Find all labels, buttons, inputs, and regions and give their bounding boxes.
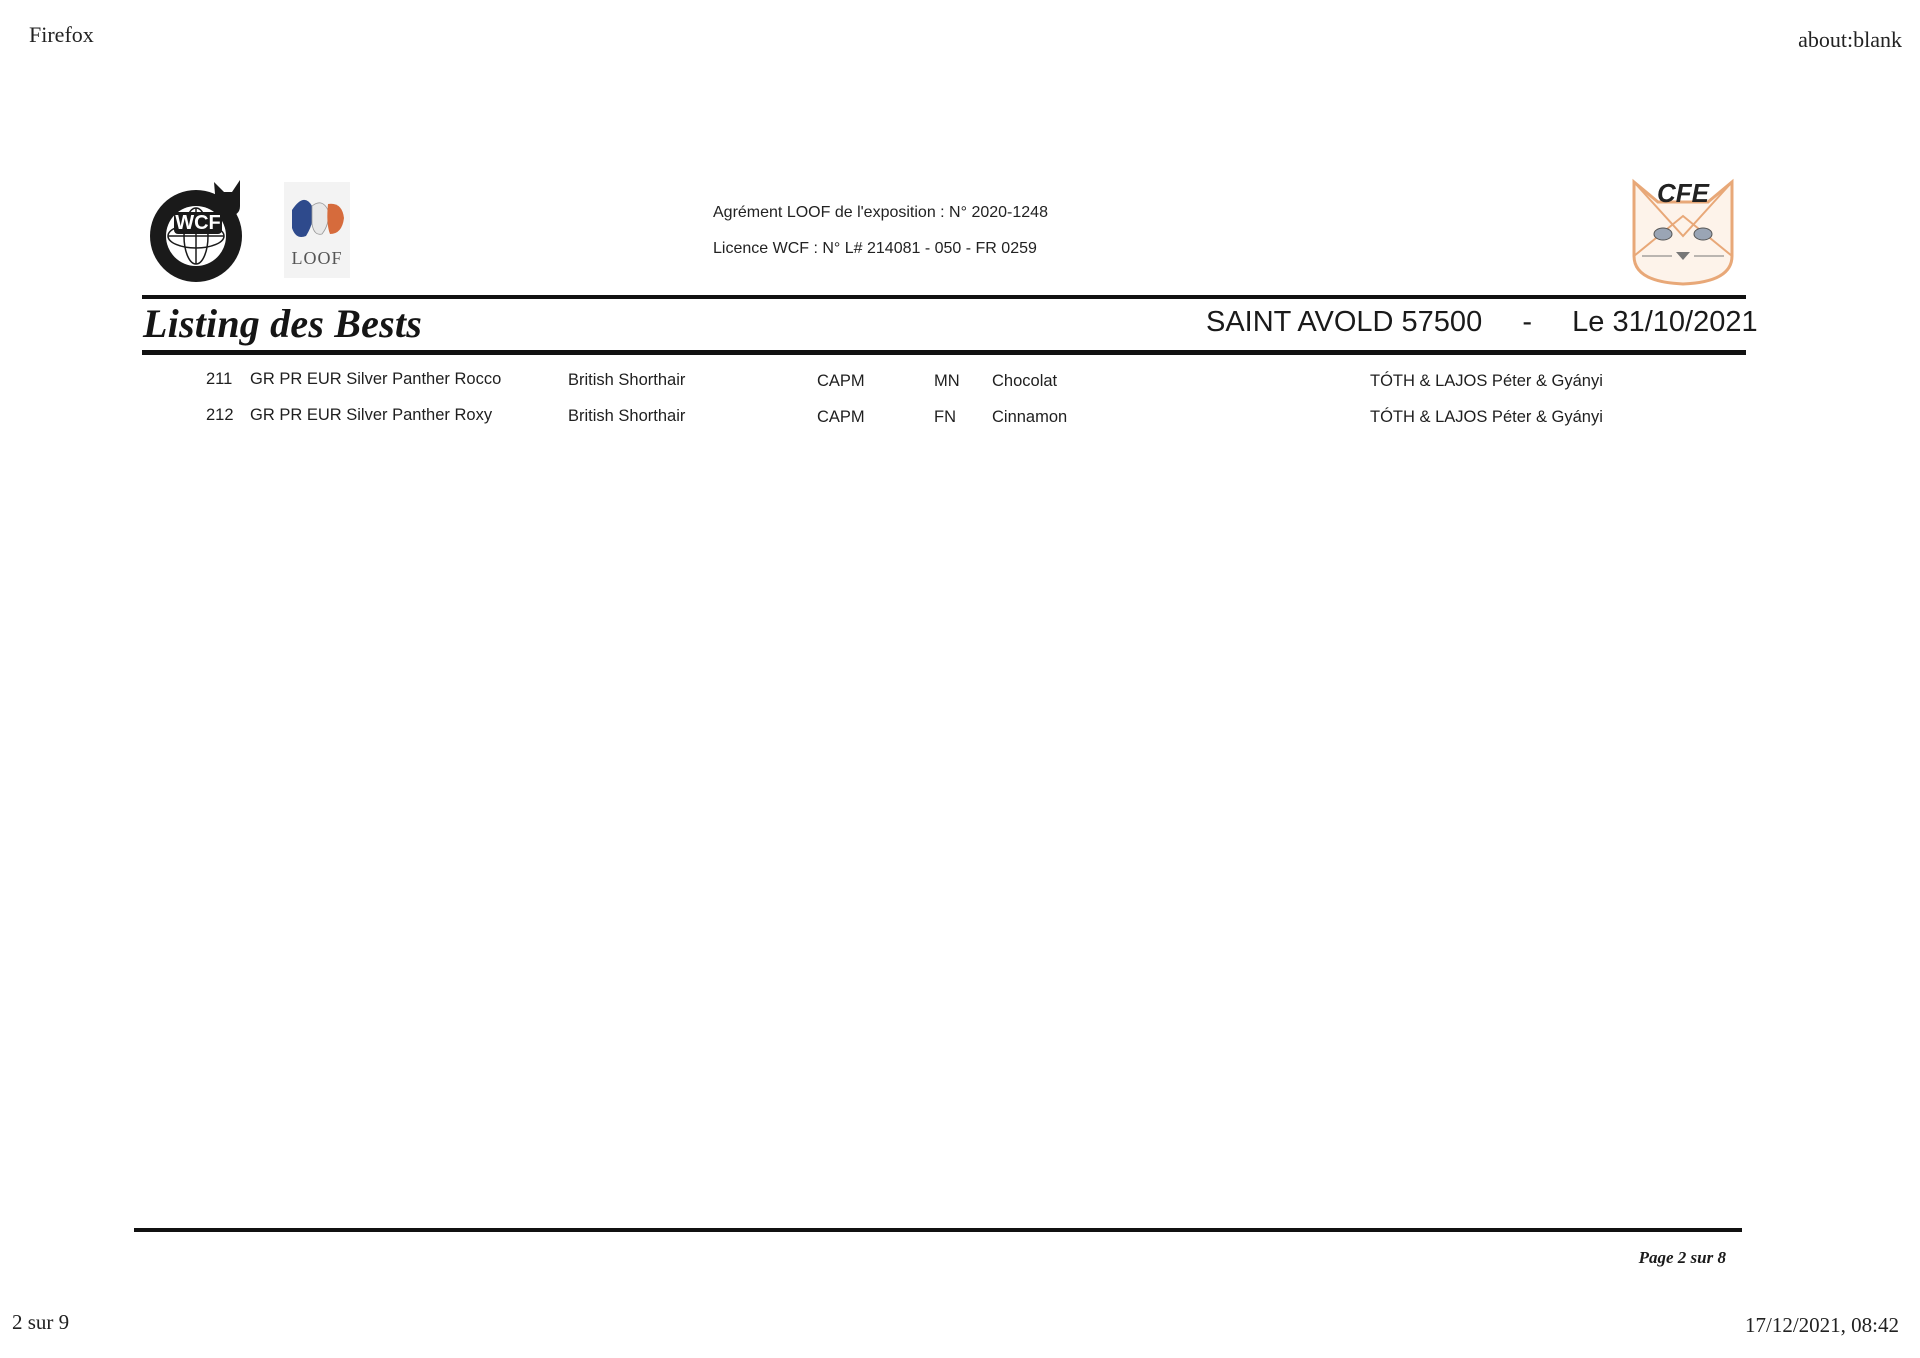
- browser-app-name: Firefox: [29, 22, 94, 47]
- wcf-logo: [144, 176, 254, 286]
- title-bottom-rule: [142, 350, 1746, 355]
- event-separator: -: [1522, 306, 1532, 338]
- print-timestamp: 17/12/2021, 08:42: [1744, 1313, 1899, 1337]
- entry-sex: MN: [934, 372, 960, 390]
- entry-class: CAPM: [817, 408, 865, 426]
- entry-owner: TÓTH & LAJOS Péter & Gyányi: [1370, 372, 1603, 390]
- page-title: Listing des Bests: [143, 301, 422, 346]
- entry-color: Cinnamon: [992, 408, 1068, 426]
- browser-url: about:blank: [1798, 27, 1902, 52]
- entry-color: Chocolat: [992, 372, 1058, 390]
- footer-rule: [134, 1228, 1742, 1232]
- loof-logo-mark: LOOF: [291, 248, 343, 268]
- page-number-label: Page 2 sur 8: [1638, 1248, 1726, 1267]
- approval-line: Agrément LOOF de l'exposition : N° 2020-1248: [713, 204, 1048, 221]
- entry-breed: British Shorthair: [568, 407, 686, 425]
- license-line: Licence WCF : N° L# 214081 - 050 - FR 0259: [713, 240, 1037, 257]
- entry-breed: British Shorthair: [568, 371, 686, 389]
- title-top-rule: [142, 295, 1746, 299]
- entry-class: CAPM: [817, 372, 865, 390]
- entry-owner: TÓTH & LAJOS Péter & Gyányi: [1370, 408, 1603, 426]
- event-date: Le 31/10/2021: [1572, 306, 1758, 338]
- wcf-logo-mark: WCF: [175, 212, 221, 234]
- event-location: SAINT AVOLD 57500: [1206, 306, 1483, 338]
- print-page-counter: 2 sur 9: [12, 1310, 70, 1334]
- cfe-logo: [1628, 176, 1738, 288]
- entry-number: 211: [206, 370, 233, 388]
- entry-number: 212: [206, 406, 234, 424]
- loof-logo: [282, 180, 352, 280]
- event-location-date: [1206, 306, 1758, 339]
- entry-cat-name: GR PR EUR Silver Panther Rocco: [250, 370, 502, 388]
- entry-sex: FN: [934, 408, 956, 426]
- cfe-logo-mark: CFE: [1657, 178, 1709, 208]
- entry-cat-name: GR PR EUR Silver Panther Roxy: [250, 406, 493, 424]
